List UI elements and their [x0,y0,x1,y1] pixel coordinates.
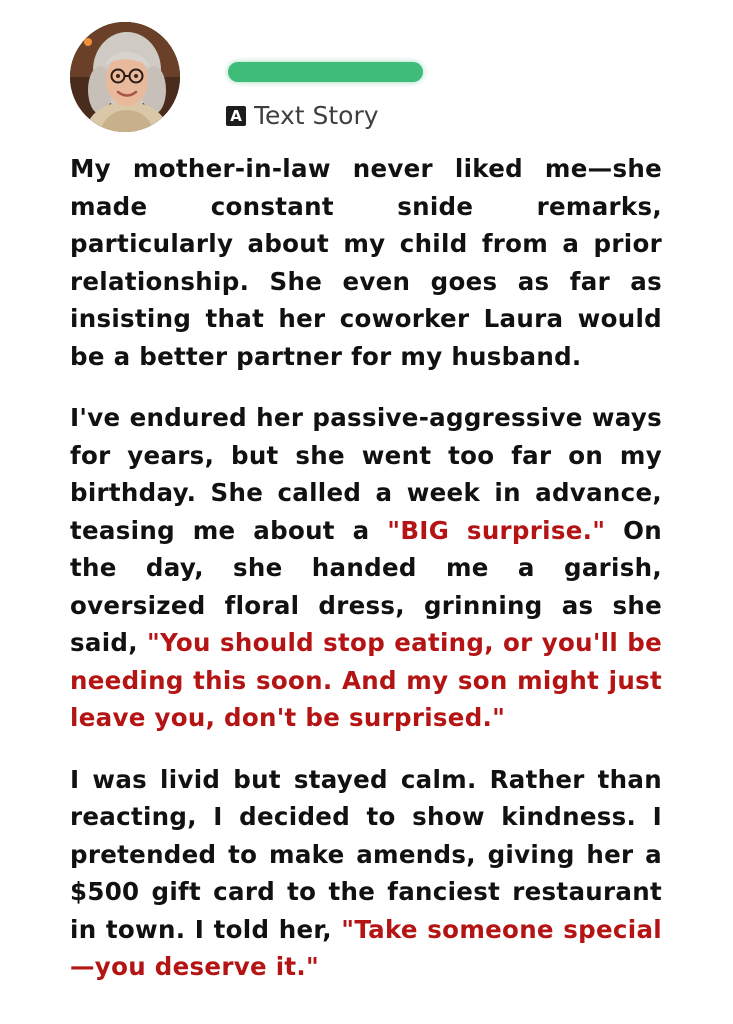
author-avatar[interactable] [70,22,180,132]
highlighted-quote: "Take someone special—you deserve it." [70,914,662,981]
text-story-icon: A [226,106,246,126]
highlighted-quote: "You should stop eating, or you'll be needing this soon. And my son might just leave you, don't be surprised." [70,628,662,732]
story-paragraph-2 [70,399,662,737]
paragraph-text: My mother-in-law never liked me—she made constant snide remarks, particularly about my child from a prior relationship. She even goes as far as insisting that her coworker Laura would be a better partner for my husband. [70,154,662,371]
story-paragraph-1 [70,150,662,375]
author-name-redacted [228,62,423,82]
story-paragraph-3 [70,761,662,986]
avatar-portrait [70,22,180,132]
paragraph-text: On the day, she handed me a garish, oversized floral dress, grinning as she said, [70,515,662,657]
paragraph-text: I've endured her passive-aggressive ways for years, but she went too far on my birthday. She called a week in advance, teasing me about a [70,403,662,545]
highlighted-quote: "BIG surprise." [387,515,606,545]
post-type-label: Text Story [254,101,379,130]
paragraph-text: I was livid but stayed calm. Rather than reacting, I decided to show kindness. I pretended to make amends, giving her a $500 gift card to the fanciest restaurant in town. I told her, [70,764,662,944]
story-body [70,150,662,986]
post-type-row [226,100,379,132]
post-header [0,0,733,140]
